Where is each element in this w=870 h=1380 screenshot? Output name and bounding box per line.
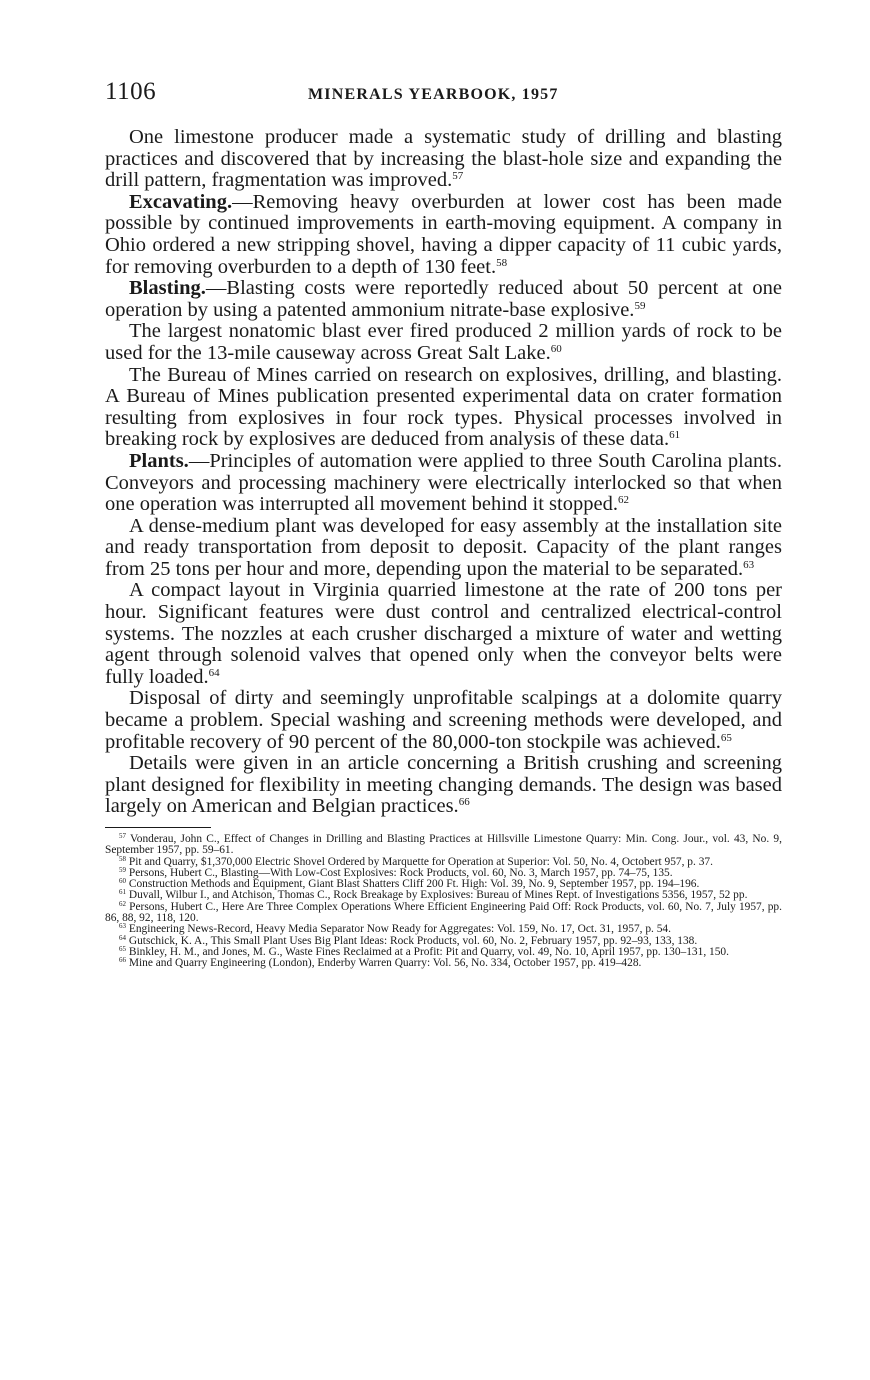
- paragraph: [105, 365, 782, 451]
- paragraph-text: One limestone producer made a systematic study of drilling and blasting practices and discovered that by increasing the blast-hole size and expanding the drill pattern, fragmentation was improved.: [105, 126, 782, 192]
- footnote-text: Engineering News-Record, Heavy Media Separator Now Ready for Aggregates: Vol. 159, No. 17, Oct. 31, 1957, p. 54.: [128, 923, 671, 936]
- footnote-ref[interactable]: 61: [669, 429, 681, 442]
- paragraph: [105, 580, 782, 688]
- section-heading: Plants.: [129, 449, 189, 472]
- paragraph-text: —Principles of automation were applied to three South Carolina plants. Conveyors and processing machinery were electrically interlocked so that when one operation was interrupted all movement behind it stopped.: [105, 449, 782, 516]
- paragraph-text: Details were given in an article concerning a British crushing and screening plant designed for flexibility in meeting changing demands. The design was based largely on American and Belgian practices.: [105, 752, 782, 818]
- paragraph: [105, 192, 782, 278]
- paragraph-text: —Removing heavy overburden at lower cost has been made possible by continued improvements in earth-moving equipment. A company in Ohio ordered a new stripping shovel, having a dipper capacity of 11 cubic yards, for removing overburden to a depth of 130 feet.: [105, 190, 782, 278]
- paragraph-text: Disposal of dirty and seemingly unprofitable scalpings at a dolomite quarry became a problem. Special washing and screening methods were developed, and profitable recovery of 90 percent of the 80,000-ton stockpile was achieved.: [105, 687, 782, 753]
- footnote-ref[interactable]: 57: [452, 170, 464, 183]
- running-title: MINERALS YEARBOOK, 1957: [308, 86, 559, 103]
- footnote-number: 65: [119, 944, 126, 953]
- footnote-number: 59: [119, 865, 126, 874]
- footnote-text: Mine and Quarry Engineering (London), Enderby Warren Quarry: Vol. 56, No. 334, October 1957, pp. 419–428.: [128, 957, 642, 970]
- footnote-text: Binkley, H. M., and Jones, M. G., Waste Fines Reclaimed at a Profit: Pit and Quarry, vol. 49, No. 10, April 1957, pp. 130–131, 150.: [128, 945, 729, 958]
- paragraph: [105, 688, 782, 753]
- footnote-divider: [105, 827, 211, 828]
- paragraph: [105, 321, 782, 364]
- footnote-ref[interactable]: 60: [550, 342, 562, 355]
- footnote-text: Construction Methods and Equipment, Giant Blast Shatters Cliff 200 Ft. High: Vol. 39, No. 9, September 1957, pp. 194–196.: [128, 878, 700, 891]
- footnote-text: Pit and Quarry, $1,370,000 Electric Shovel Ordered by Marquette for Operation at Superior: Vol. 50, No. 4, Octobert 957, p. 37.: [128, 855, 713, 868]
- paragraph: [105, 278, 782, 321]
- paragraph-text: —Blasting costs were reportedly reduced about 50 percent at one operation by using a patented ammonium nitrate-base explosive.: [105, 277, 782, 321]
- paragraph: [105, 753, 782, 818]
- paragraph-text: The largest nonatomic blast ever fired produced 2 million yards of rock to be used for the 13-mile causeway across Great Salt Lake.: [105, 320, 782, 364]
- footnote-ref[interactable]: 59: [634, 299, 646, 312]
- paragraph-text: A compact layout in Virginia quarried limestone at the rate of 200 tons per hour. Significant features were dust control and centralized electrical-control systems. The nozzles at each crusher discharged a mixture of water and wetting agent through solenoid valves that opened only when the conveyor belts were fully loaded.: [105, 579, 782, 688]
- footnote-ref[interactable]: 62: [617, 494, 629, 507]
- footnote-text: Persons, Hubert C., Here Are Three Complex Operations Where Efficient Engineering Paid Off: Rock Products, vol. 60, No. 7, July 1957, pp. 86, 88, 92, 118, 120.: [105, 900, 782, 925]
- paragraph: [105, 516, 782, 581]
- footnote-ref[interactable]: 58: [496, 256, 508, 269]
- footnote-text: Vonderau, John C., Effect of Changes in Drilling and Blasting Practices at Hillsville Limestone Quarry: Min. Cong. Jour., vol. 43, No. 9, September 1957, pp. 59–61.: [105, 833, 782, 857]
- footnote: [105, 899, 782, 925]
- footnote-ref[interactable]: 66: [458, 796, 470, 809]
- footnotes: [105, 834, 782, 970]
- section-heading: Excavating.: [129, 190, 233, 213]
- section-heading: Blasting.: [129, 277, 206, 300]
- footnote-number: 57: [119, 832, 126, 840]
- paragraph-text: A dense-medium plant was developed for easy assembly at the installation site and ready transportation from deposit to deposit. Capacity of the plant ranges from 25 tons per hour and more, depending upon the material to be separated.: [105, 514, 782, 580]
- footnote-number: 62: [119, 899, 126, 908]
- footnote-number: 61: [119, 888, 126, 897]
- footnote-text: Duvall, Wilbur I., and Atchison, Thomas C., Rock Breakage by Explosives: Bureau of Mines Rept. of Investigations 5356, 1957, 52 pp.: [128, 889, 748, 902]
- footnote-number: 60: [119, 877, 126, 886]
- page-number: 1106: [105, 78, 157, 105]
- footnote-ref[interactable]: 63: [743, 558, 755, 571]
- footnote-ref[interactable]: 64: [208, 666, 220, 679]
- footnote-number: 66: [119, 956, 126, 965]
- body-text: [105, 127, 782, 818]
- footnote-ref[interactable]: 65: [720, 731, 732, 744]
- paragraph-text: The Bureau of Mines carried on research on explosives, drilling, and blasting. A Bureau of Mines publication presented experimental data on crater formation resulting from explosives in four rock types. Physical processes involved in breaking rock by explosives are deduced from analysis of these data.: [105, 363, 782, 451]
- footnote-text: Persons, Hubert C., Blasting—With Low-Cost Explosives: Rock Products, vol. 60, No. 3, March 1957, pp. 74–75, 135.: [128, 866, 673, 879]
- footnote: [105, 834, 782, 857]
- footnote-number: 63: [119, 922, 126, 931]
- footnote-text: Gutschick, K. A., This Small Plant Uses Big Plant Ideas: Rock Products, vol. 60, No. 2, February 1957, pp. 92–93, 133, 138.: [128, 934, 698, 947]
- running-header: [105, 78, 782, 110]
- footnote-number: 64: [119, 933, 126, 942]
- footnote: [105, 958, 782, 969]
- paragraph: [105, 127, 782, 192]
- paragraph: [105, 451, 782, 516]
- footnote-number: 58: [119, 854, 126, 863]
